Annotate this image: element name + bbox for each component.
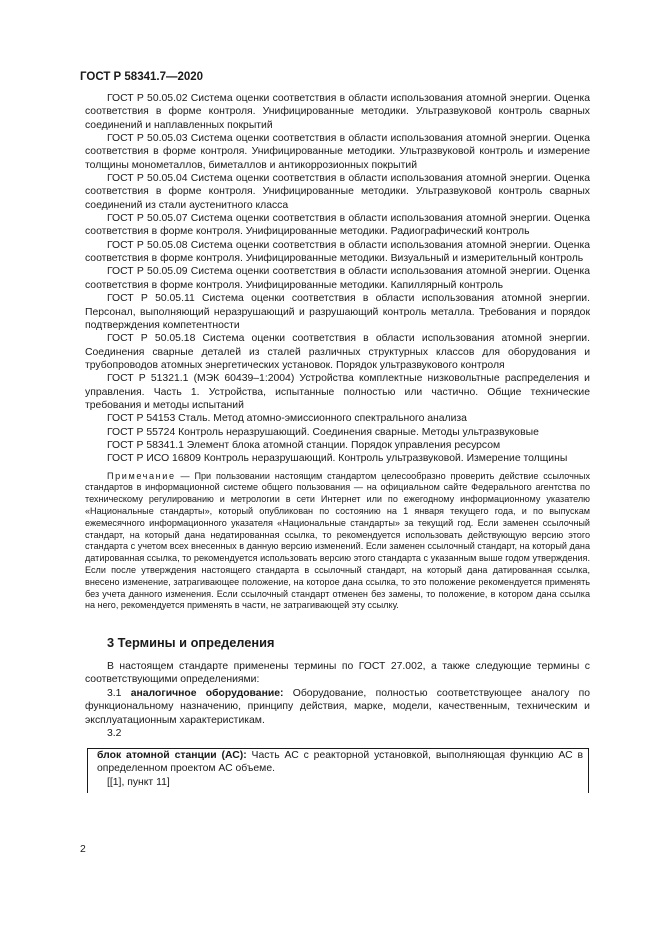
term-number: 3.1 — [107, 687, 122, 699]
term-definition: Оборудование, полностью соответствующее аналогу по функциональному назначению, принципу действия, марке, модели, качественным, техническим и эксплуатационным характеристикам. — [85, 687, 591, 726]
section-title: 3 Термины и определения — [107, 635, 275, 650]
normative-references-list — [85, 92, 590, 612]
reference-item: ГОСТ Р 50.05.11 Система оценки соответствия в области использования атомной энергии. Персонал, выполняющий неразрушающий и разрушающий контроль металла. Требования и порядок подтверждения компетентности — [85, 293, 590, 331]
section-intro: В настоящем стандарте применены термины по ГОСТ 27.002, а также следующие термины с соответствующими определениями: — [85, 661, 590, 686]
term-name: блок атомной станции (АС): — [97, 750, 247, 761]
reference-item: ГОСТ Р 50.05.08 Система оценки соответствия в области использования атомной энергии. Оценка соответствия в форме контроля. Унифицированные методики. Визуальный и измерительный контроль — [85, 239, 590, 265]
reference-item: ГОСТ Р 58341.1 Элемент блока атомной станции. Порядок управления ресурсом — [107, 439, 501, 451]
reference-item: ГОСТ Р 55724 Контроль неразрушающий. Соединения сварные. Методы ультразвуковые — [107, 426, 539, 438]
term-definition: Часть АС с реакторной установкой, выполняющая функцию АС в определенном проектом АС объеме. — [97, 750, 583, 775]
term-number-3-2: 3.2 — [107, 728, 122, 740]
reference-item: ГОСТ Р ИСО 16809 Контроль неразрушающий. Контроль ультразвуковой. Измерение толщины — [107, 453, 568, 465]
reference-item: ГОСТ Р 50.05.07 Система оценки соответствия в области использования атомной энергии. Оценка соответствия в форме контроля. Унифицированные методики. Радиографический контроль — [85, 213, 590, 238]
section-body — [85, 660, 590, 740]
reference-item: ГОСТ Р 50.05.02 Система оценки соответствия в области использования атомной энергии. Оценка соответствия в форме контроля. Унифицированные методики. Ультразвуковой контроль сварных соединений и наплавленных покрытий — [85, 93, 590, 131]
term-name: аналогичное оборудование: — [130, 687, 284, 699]
reference-item: ГОСТ Р 54153 Сталь. Метод атомно-эмиссионного спектрального анализа — [107, 413, 467, 425]
reference-item: ГОСТ Р 50.05.04 Система оценки соответствия в области использования атомной энергии. Оценка соответствия в форме контроля. Унифицированные методики. Ультразвуковой контроль сварных соединений из стали аустенитного класса — [85, 173, 590, 211]
reference-item: ГОСТ Р 50.05.03 Система оценки соответствия в области использования атомной энергии. Оценка соответствия в форме контроля. Унифицированные методики. Ультразвуковой контроль и измерение толщины монометаллов, биметаллов и антикоррозионных покрытий — [85, 133, 590, 171]
reference-item: ГОСТ Р 50.05.18 Система оценки соответствия в области использования атомной энергии. Соединения сварные деталей из сталей различных структурных классов для оборудования и трубопроводов атомных энергетических установок. Порядок ультразвукового контроля — [85, 333, 590, 371]
page-number: 2 — [80, 844, 86, 855]
term-item-3-1 — [85, 687, 590, 727]
term-source: [[1], пункт 11] — [107, 777, 170, 788]
reference-item: ГОСТ Р 51321.1 (МЭК 60439–1:2004) Устройства комплектные низковольтные распределения и управления. Часть 1. Устройства, испытанные полностью или частично. Общие технические требования и методы испытаний — [85, 373, 590, 411]
note-text: — При пользовании настоящим стандартом целесообразно проверить действие ссылочных стандартов в информационной системе общего пользования — на официальном сайте Федерального агентства по техническому регулированию и метрологии в сети Интернет или по ежегодному информационному указателю «Национальные стандарты», который опубликован по состоянию на 1 января текущего года, и по выпускам ежемесячного информационного указателя «Национальные стандарты» за текущий год. Если заменен ссылочный стандарт, на который дана недатированная ссылка, то рекомендуется использовать действующую версию этого стандарта с учетом всех внесенных в данную версию изменений. Если заменен ссылочный стандарт, на который дана датированная ссылка, то рекомендуется использовать версию этого стандарта с указанным выше годом утверждения. Если после утверждения настоящего стандарта в ссылочный стандарт, на который дана датированная ссылка, внесено изменение, затрагивающее положение, на которое дана ссылка, то это положение рекомендуется применять без учета данного изменения. Если ссылочный стандарт отменен без замены, то положение, в котором дана ссылка на него, рекомендуется применять в части, не затрагивающей эту ссылку. — [85, 470, 590, 611]
document-header: ГОСТ Р 58341.7—2020 — [80, 71, 204, 83]
note-label: Примечание — [107, 470, 176, 481]
term-item-3-2 — [97, 749, 583, 776]
references-note — [85, 471, 590, 613]
reference-item: ГОСТ Р 50.05.09 Система оценки соответствия в области использования атомной энергии. Оценка соответствия в форме контроля. Унифицированные методики. Капиллярный контроль — [85, 266, 590, 291]
